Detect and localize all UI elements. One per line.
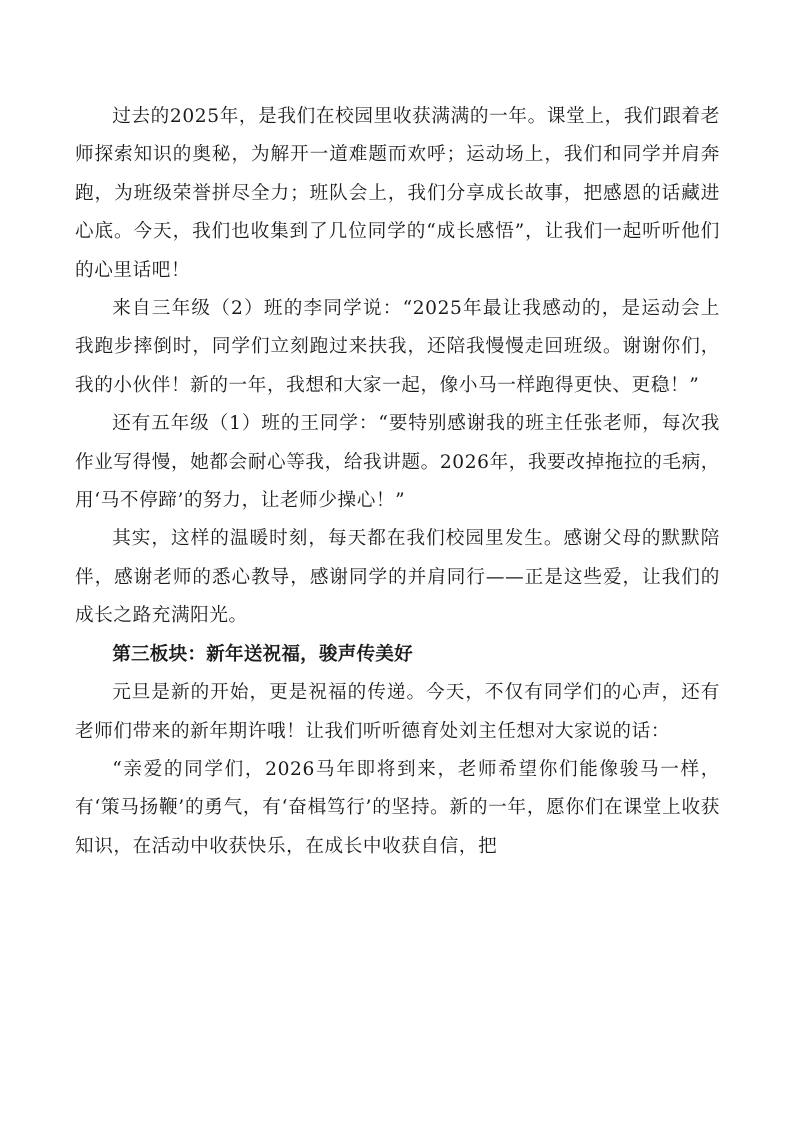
paragraph-student-wang: 还有五年级（1）班的王同学：“要特别感谢我的班主任张老师，每次我作业写得慢，她都会耐心等我，给我讲题。2026年，我要改掉拖拉的毛病，用‘马不停蹄’的努力，让老师少操心！” [75,413,720,512]
paragraph-review-2025: 过去的2025年，是我们在校园里收获满满的一年。课堂上，我们跟着老师探索知识的奥秘，为解开一道难题而欢呼；运动场上，我们和同学并肩奔跑，为班级荣誉拼尽全力；班队会上，我们分享成长故事，把感恩的话藏进心底。今天，我们也收集到了几位同学的“成长感悟”，让我们一起听听他们的心里话吧！ [75,106,720,281]
document-body [75,98,720,866]
section-heading: 第三板块：新年送祝福，骏声传美好 [112,643,413,665]
paragraph-director-message: “亲爱的同学们，2026马年即将到来，老师希望你们能像骏马一样，有‘策马扬鞭’的勇气，有‘奋楫笃行’的坚持。新的一年，愿你们在课堂上收获知识，在活动中收获快乐，在成长中收获自信，把 [75,758,720,857]
paragraph-gratitude: 其实，这样的温暖时刻，每天都在我们校园里发生。感谢父母的默默陪伴，感谢老师的悉心教导，感谢同学的并肩同行——正是这些爱，让我们的成长之路充满阳光。 [75,528,720,627]
paragraph-student-li: 来自三年级（2）班的李同学说：“2025年最让我感动的，是运动会上我跑步摔倒时，同学们立刻跑过来扶我，还陪我慢慢走回班级。谢谢你们，我的小伙伴！新的一年，我想和大家一起，像小马一样跑得更快、更稳！” [75,298,720,396]
paragraph-new-year-intro: 元旦是新的开始，更是祝福的传递。今天，不仅有同学们的心声，还有老师们带来的新年期许哦！让我们听听德育处刘主任想对大家说的话： [75,682,720,742]
